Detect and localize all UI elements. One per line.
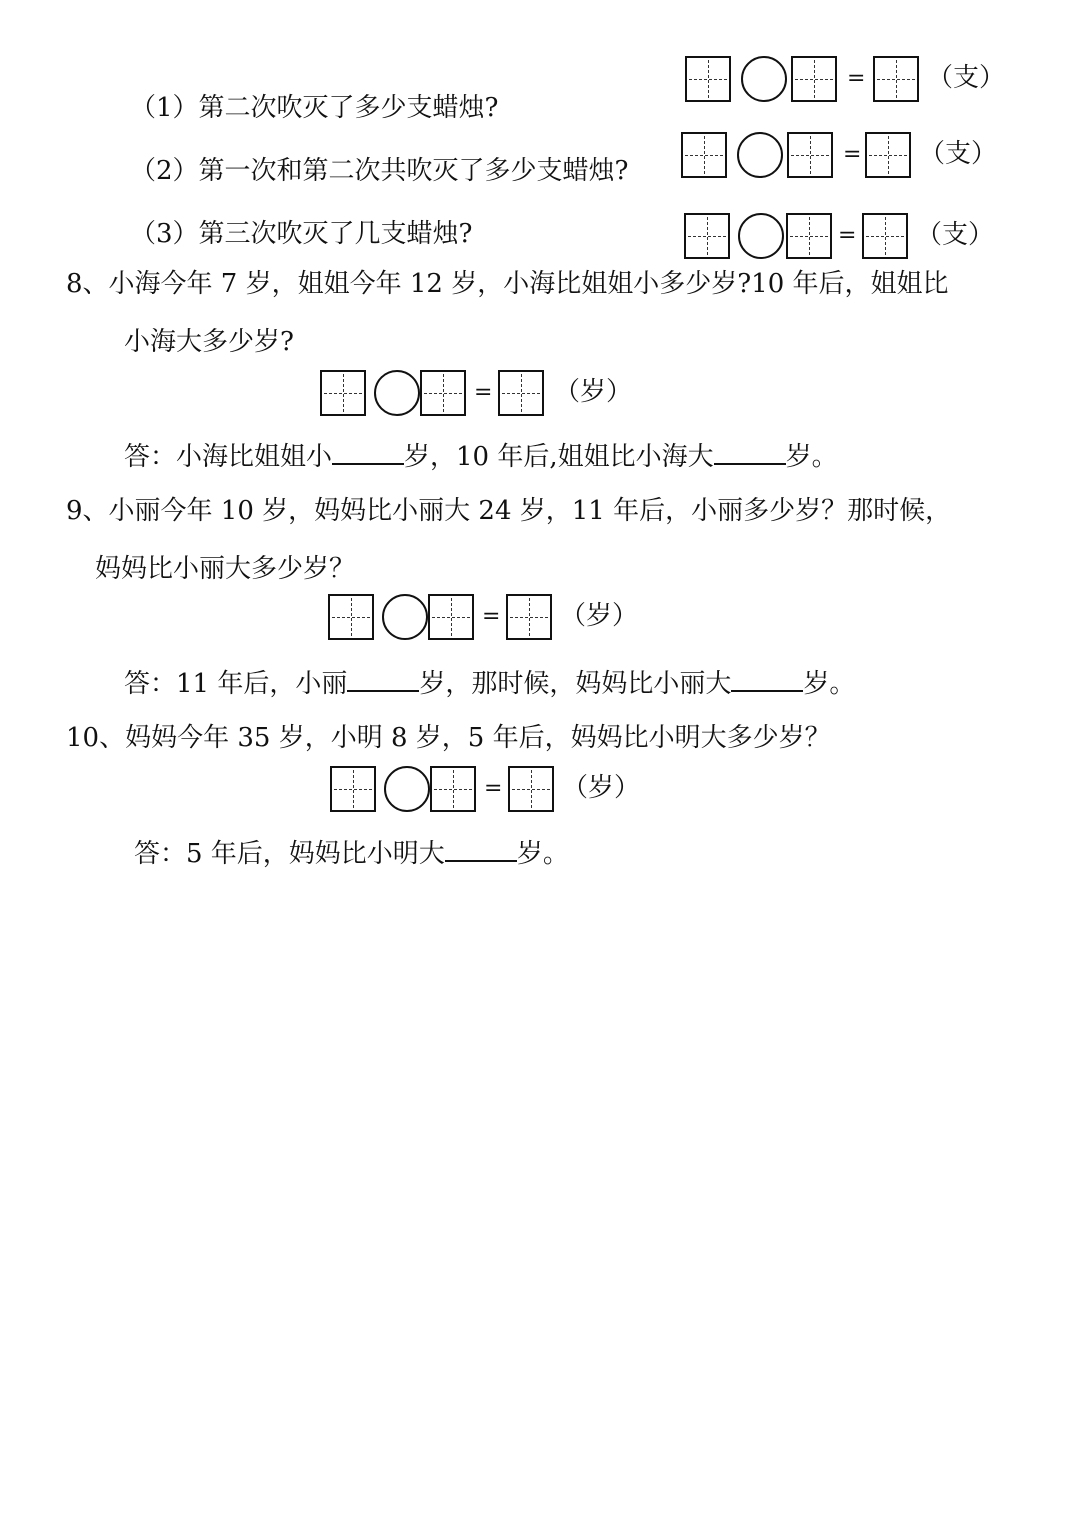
- q7-sub2-text: （2）第一次和第二次共吹灭了多少支蜡烛?: [130, 156, 629, 186]
- answer-blank[interactable]: [445, 834, 517, 862]
- unit-label: （支）: [919, 139, 998, 169]
- answer-blank[interactable]: [731, 664, 803, 692]
- answer-box-1[interactable]: [681, 132, 727, 178]
- unit-label: （岁）: [562, 773, 641, 803]
- q9-line1: 9、小丽今年 10 岁，妈妈比小丽大 24 岁，11 年后，小丽多少岁？那时候，: [66, 496, 952, 526]
- equals-sign: =: [847, 66, 866, 91]
- equals-sign: =: [474, 380, 493, 405]
- answer-box-1[interactable]: [685, 56, 731, 102]
- answer-text: 岁。: [785, 442, 838, 472]
- equals-sign: =: [843, 142, 862, 167]
- answer-box-2[interactable]: [430, 766, 476, 812]
- answer-box-result[interactable]: [865, 132, 911, 178]
- q9-answer: [124, 664, 855, 702]
- answer-box-1[interactable]: [328, 594, 374, 640]
- q8-line1: 8、小海今年 7 岁，姐姐今年 12 岁，小海比姐姐小多少岁?10 年后，姐姐比: [66, 269, 949, 299]
- answer-blank[interactable]: [332, 437, 404, 465]
- operator-circle[interactable]: [374, 370, 420, 416]
- answer-box-2[interactable]: [787, 132, 833, 178]
- answer-box-1[interactable]: [330, 766, 376, 812]
- equals-sign: =: [484, 776, 503, 801]
- unit-label: （岁）: [560, 601, 639, 631]
- answer-text: 岁，10 年后,姐姐比小海大: [404, 442, 714, 472]
- answer-text: 岁。: [803, 669, 856, 699]
- q8-answer: [124, 437, 838, 475]
- unit-label: （支）: [927, 63, 1006, 93]
- q10-line1: 10、妈妈今年 35 岁，小明 8 岁，5 年后，妈妈比小明大多少岁？: [66, 723, 831, 753]
- answer-box-result[interactable]: [506, 594, 552, 640]
- q9-line2: 妈妈比小丽大多少岁？: [95, 554, 356, 584]
- answer-text: 答：5 年后，妈妈比小明大: [134, 839, 445, 869]
- unit-label: （岁）: [554, 377, 633, 407]
- answer-blank[interactable]: [347, 664, 419, 692]
- operator-circle[interactable]: [737, 132, 783, 178]
- answer-text: 岁，那时候，妈妈比小丽大: [419, 669, 732, 699]
- answer-box-2[interactable]: [786, 213, 832, 259]
- answer-blank[interactable]: [714, 437, 786, 465]
- answer-box-result[interactable]: [873, 56, 919, 102]
- answer-text: 答：小海比姐姐小: [124, 442, 333, 472]
- answer-box-2[interactable]: [428, 594, 474, 640]
- answer-box-1[interactable]: [320, 370, 366, 416]
- answer-box-result[interactable]: [508, 766, 554, 812]
- answer-box-result[interactable]: [498, 370, 544, 416]
- equals-sign: =: [482, 604, 501, 629]
- unit-label: （支）: [916, 220, 995, 250]
- operator-circle[interactable]: [738, 213, 784, 259]
- answer-text: 岁。: [516, 839, 569, 869]
- operator-circle[interactable]: [741, 56, 787, 102]
- q8-line2: 小海大多少岁?: [124, 327, 294, 357]
- operator-circle[interactable]: [382, 594, 428, 640]
- q7-sub3-text: （3）第三次吹灭了几支蜡烛?: [130, 219, 473, 249]
- answer-box-2[interactable]: [791, 56, 837, 102]
- q7-sub1-text: （1）第二次吹灭了多少支蜡烛?: [130, 93, 499, 123]
- q10-answer: [134, 834, 569, 872]
- equals-sign: =: [838, 223, 857, 248]
- answer-box-1[interactable]: [684, 213, 730, 259]
- operator-circle[interactable]: [384, 766, 430, 812]
- answer-box-result[interactable]: [862, 213, 908, 259]
- answer-text: 答：11 年后，小丽: [124, 669, 348, 699]
- answer-box-2[interactable]: [420, 370, 466, 416]
